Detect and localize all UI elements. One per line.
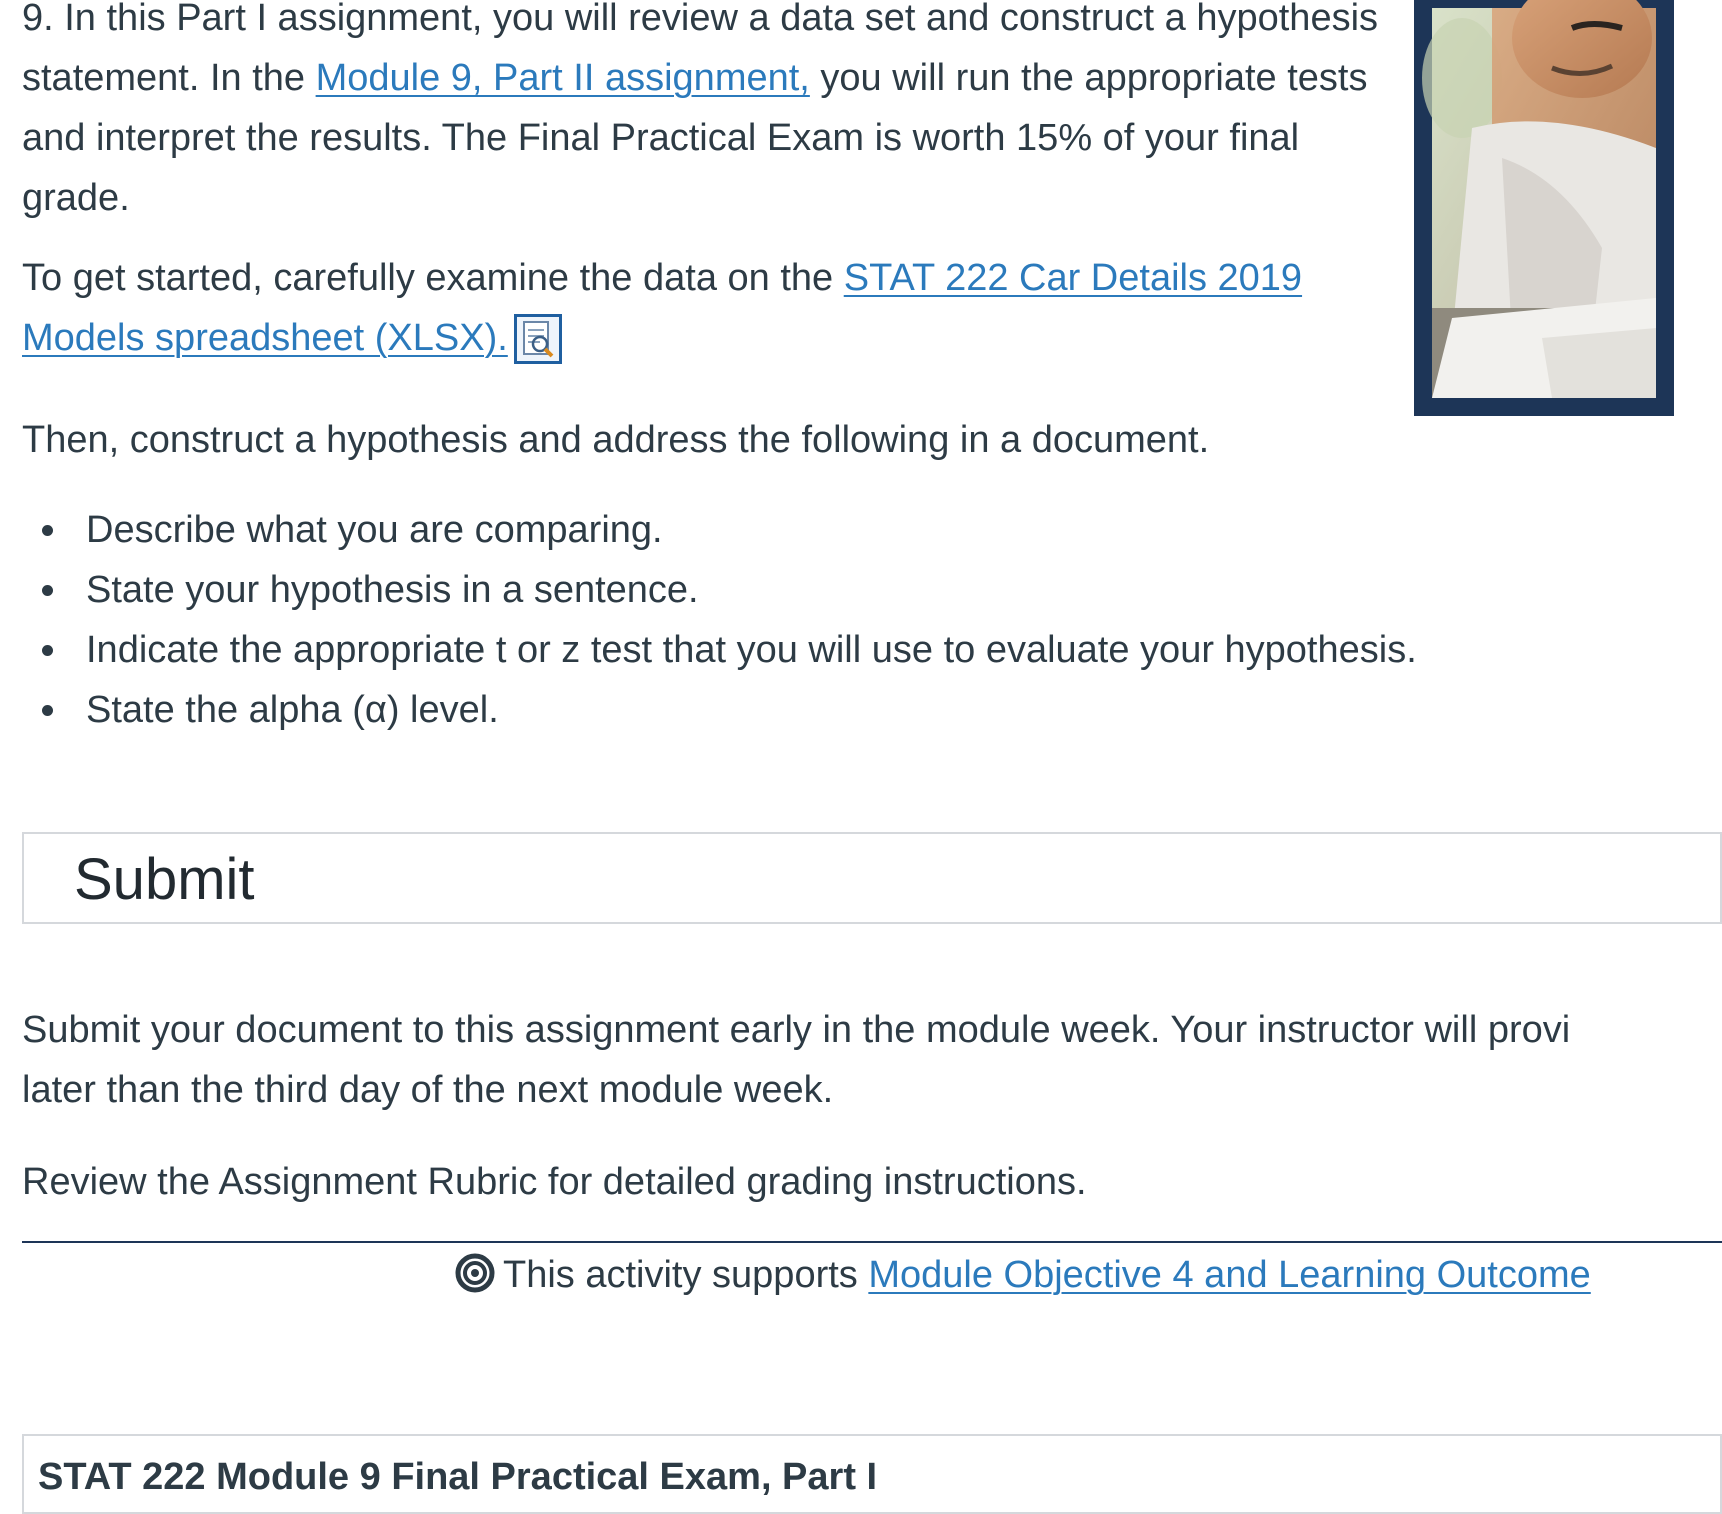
- list-item: [22, 620, 1417, 680]
- bullet-dot: [42, 645, 53, 656]
- objective-text: This activity supports: [503, 1254, 869, 1296]
- submit-section-header: [22, 832, 1722, 924]
- submit-heading: Submit: [74, 847, 255, 912]
- bullet-dot: [42, 705, 53, 716]
- target-icon: [455, 1251, 495, 1291]
- bullet-dot: [42, 585, 53, 596]
- list-item-text: Indicate the appropriate t or z test that you will use to evaluate your hypothesis.: [86, 629, 1417, 671]
- rubric-note: Review the Assignment Rubric for detailed grading instructions.: [22, 1161, 1087, 1203]
- list-item: [22, 680, 1417, 740]
- submit-instructions: [22, 1000, 1570, 1120]
- module9-part2-link[interactable]: Module 9, Part II assignment,: [315, 57, 810, 99]
- section-divider: [22, 1241, 1722, 1243]
- list-item: [22, 500, 1417, 560]
- submit-text-line2: later than the third day of the next module week.: [22, 1069, 834, 1111]
- next-section-box: [22, 1434, 1722, 1514]
- bullet-dot: [42, 525, 53, 536]
- getting-started-text: To get started, carefully examine the data on the: [22, 257, 844, 299]
- instructions-lead: Then, construct a hypothesis and address the following in a document.: [22, 419, 1210, 461]
- list-item-text: State your hypothesis in a sentence.: [86, 569, 699, 611]
- list-item: [22, 560, 1417, 620]
- intro-text-1: 9. In this Part I assignment, you will review a data set and construct a hypothesis statement. In the: [22, 0, 1379, 99]
- instructions-list: [22, 500, 1417, 740]
- submit-text-line1: Submit your document to this assignment early in the module week. Your instructor will provi: [22, 1009, 1571, 1051]
- spreadsheet-preview-icon[interactable]: [514, 314, 562, 372]
- getting-started-paragraph: [22, 248, 1382, 372]
- module-objective-link[interactable]: Module Objective 4 and Learning Outcome: [868, 1254, 1591, 1296]
- intro-paragraph: [22, 0, 1382, 228]
- intro-text-2: you will run the appropriate tests and interpret the results. The Final Practical Exam is worth 15% of your final grade.: [22, 57, 1368, 219]
- spreadsheet-link[interactable]: STAT 222 Car Details 2019 Models spreadsheet (XLSX).: [22, 257, 1303, 359]
- next-section-title: STAT 222 Module 9 Final Practical Exam, Part I: [38, 1456, 878, 1498]
- list-item-text: Describe what you are comparing.: [86, 509, 663, 551]
- instructor-photo: [1414, 0, 1674, 416]
- list-item-text: State the alpha (α) level.: [86, 689, 499, 731]
- objective-line: [455, 1245, 1591, 1305]
